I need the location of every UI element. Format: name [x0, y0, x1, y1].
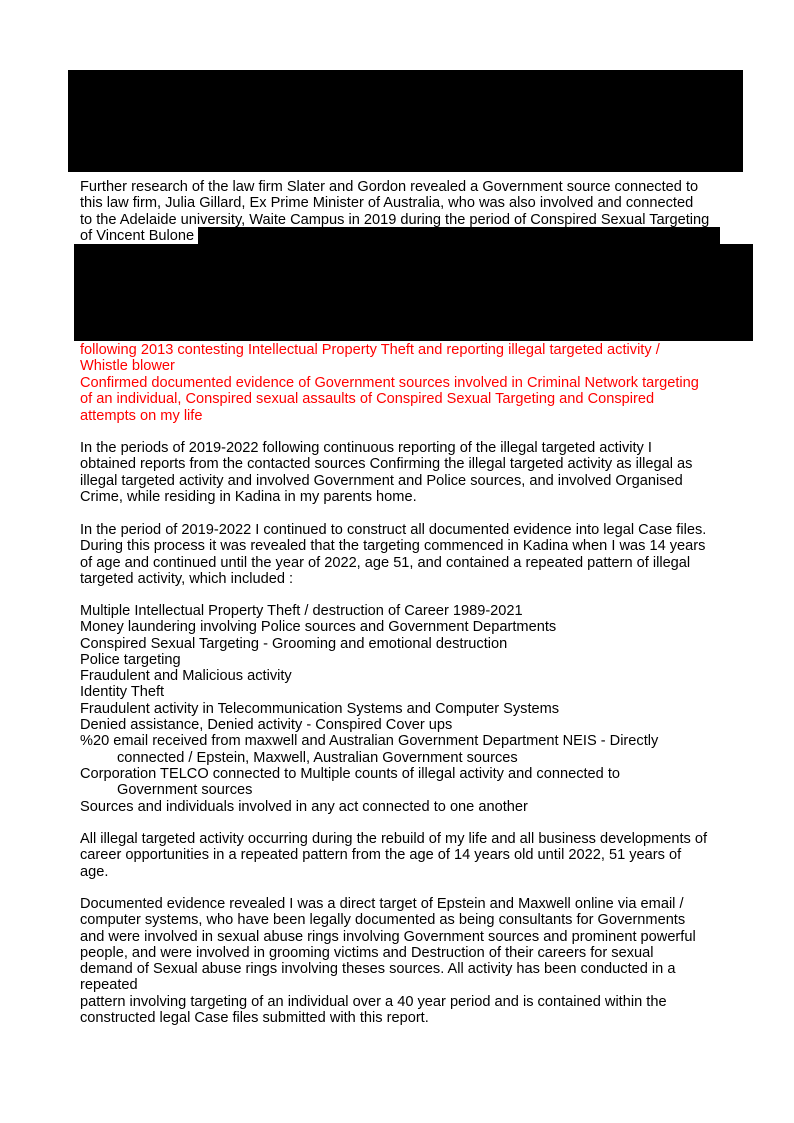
list-item: Multiple Intellectual Property Theft / destruction of Career 1989-2021	[80, 603, 523, 619]
text-line: demand of Sexual abuse rings involving theses sources. All activity has been conducted in a	[80, 961, 676, 978]
text-line: pattern involving targeting of an individual over a 40 year period and is contained within the	[80, 993, 667, 1010]
list-item: Money laundering involving Police sources and Government Departments	[80, 619, 557, 636]
list-item: Fraudulent activity in Telecommunication Systems and Computer Systems	[80, 700, 560, 717]
text-line: obtained reports from the contacted sources Confirming the illegal targeted activity as illegal as	[80, 456, 693, 473]
text-line: In the period of 2019-2022 I continued to construct all documented evidence into legal Case files.	[80, 522, 707, 538]
list-item: Denied assistance, Denied activity - Conspired Cover ups	[80, 717, 453, 734]
list-item-continuation: Government sources	[117, 782, 253, 799]
text-line: computer systems, who have been legally documented as being consultants for Governments	[80, 912, 686, 929]
text-line: constructed legal Case files submitted with this report.	[80, 1010, 429, 1027]
red-line: of an individual, Conspired sexual assaults of Conspired Sexual Targeting and Conspired	[80, 391, 655, 408]
intro-line: to the Adelaide university, Waite Campus in 2019 during the period of Conspired Sexual Targeting	[80, 211, 710, 228]
reports-paragraph	[80, 440, 730, 505]
list-item: %20 email received from maxwell and Australian Government Department NEIS - Directly	[80, 733, 659, 750]
red-line: attempts on my life	[80, 407, 203, 424]
list-item: Identity Theft	[80, 684, 165, 701]
red-paragraph-evidence	[80, 375, 730, 424]
text-line: targeted activity, which included :	[80, 570, 294, 587]
intro-paragraph	[80, 179, 730, 244]
list-item: Police targeting	[80, 651, 181, 668]
rebuild-paragraph	[80, 831, 730, 880]
list-item: Conspired Sexual Targeting - Grooming and emotional destruction	[80, 635, 508, 652]
red-line: following 2013 contesting Intellectual Property Theft and reporting illegal targeted activity /	[80, 342, 660, 358]
text-line: and were involved in sexual abuse rings involving Government sources and prominent powerful	[80, 928, 696, 945]
epstein-paragraph	[80, 896, 730, 1026]
text-line: people, and were involved in grooming victims and Destruction of their careers for sexual	[80, 944, 654, 961]
casefiles-paragraph	[80, 522, 730, 587]
text-line: During this process it was revealed that the targeting commenced in Kadina when I was 14 years	[80, 538, 706, 555]
text-line: illegal targeted activity and involved Government and Police sources, and involved Organised	[80, 472, 683, 489]
intro-line: of Vincent Bulone	[80, 227, 195, 244]
text-line: of age and continued until the year of 2022, age 51, and contained a repeated pattern of illegal	[80, 554, 691, 571]
list-item: Corporation TELCO connected to Multiple counts of illegal activity and connected to	[80, 765, 621, 782]
text-line: Documented evidence revealed I was a direct target of Epstein and Maxwell online via email /	[80, 896, 684, 912]
text-line: In the periods of 2019-2022 following continuous reporting of the illegal targeted activity I	[80, 440, 652, 456]
red-paragraph-whistleblower	[80, 342, 730, 375]
list-item-continuation: connected / Epstein, Maxwell, Australian Government sources	[117, 749, 518, 766]
text-line: Crime, while residing in Kadina in my parents home.	[80, 488, 417, 505]
red-line: Whistle blower	[80, 358, 175, 375]
redaction-block-top	[68, 70, 743, 172]
intro-line: this law firm, Julia Gillard, Ex Prime Minister of Australia, who was also involved and connected	[80, 195, 694, 212]
red-line: Confirmed documented evidence of Government sources involved in Criminal Network targeting	[80, 375, 699, 391]
activity-list	[80, 603, 730, 815]
text-line: age.	[80, 863, 109, 880]
text-line: All illegal targeted activity occurring during the rebuild of my life and all business developments of	[80, 831, 708, 847]
text-line: career opportunities in a repeated pattern from the age of 14 years old until 2022, 51 years of	[80, 847, 682, 864]
redaction-block-middle	[74, 244, 753, 341]
text-line: repeated	[80, 977, 138, 994]
list-item: Sources and individuals involved in any act connected to one another	[80, 798, 528, 815]
list-item: Fraudulent and Malicious activity	[80, 668, 292, 685]
intro-line: Further research of the law firm Slater and Gordon revealed a Government source connected to	[80, 179, 699, 195]
